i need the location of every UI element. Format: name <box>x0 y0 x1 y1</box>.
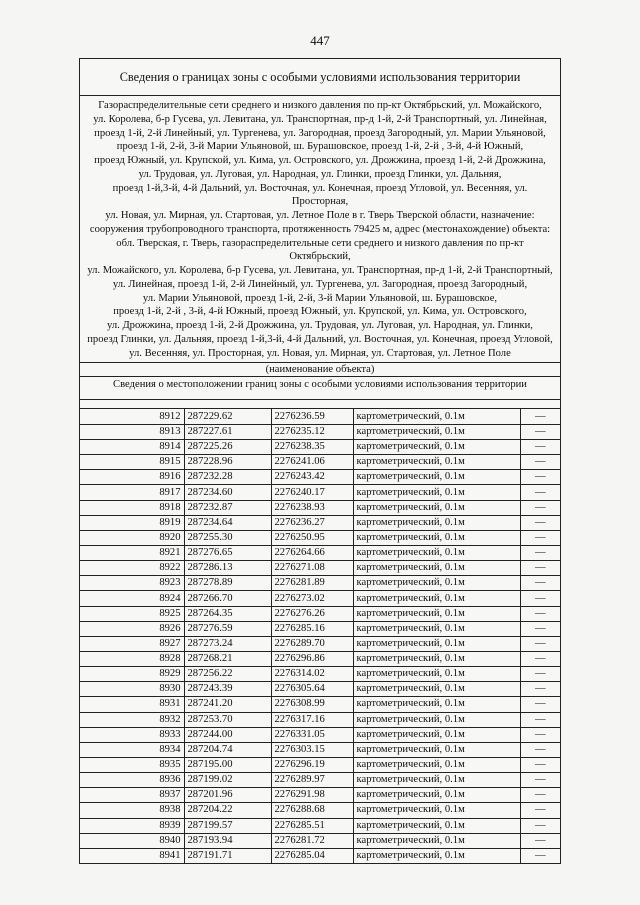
x-coordinate-cell: 287268.21 <box>184 652 271 667</box>
description-line: проезд 1-й,3-й, 4-й Дальний, ул. Восточная, ул. Конечная, проезд Угловой, ул. Весенняя, ул. Просторная, <box>112 182 528 208</box>
y-coordinate-cell: 2276236.59 <box>271 409 353 424</box>
point-number-cell: 8917 <box>80 485 184 500</box>
description-line: ул. Весенняя, ул. Просторная, ул. Новая, ул. Мирная, ул. Стартовая, ул. Летное Поле <box>129 347 511 359</box>
precision-cell: — <box>520 515 560 530</box>
point-number-cell: 8938 <box>80 803 184 818</box>
description-line: сооружения трубопроводного транспорта, протяженность 79425 м, адрес (местонахождение) объекта: <box>89 223 551 235</box>
table-row <box>80 652 560 667</box>
method-cell: картометрический, 0.1м <box>353 757 520 772</box>
precision-cell: — <box>520 606 560 621</box>
method-cell: картометрический, 0.1м <box>353 621 520 636</box>
precision-cell: — <box>520 621 560 636</box>
method-cell: картометрический, 0.1м <box>353 652 520 667</box>
method-cell: картометрический, 0.1м <box>353 606 520 621</box>
x-coordinate-cell: 287276.59 <box>184 621 271 636</box>
precision-cell: — <box>520 455 560 470</box>
table-row <box>80 515 560 530</box>
x-coordinate-cell: 287199.02 <box>184 773 271 788</box>
method-cell: картометрический, 0.1м <box>353 636 520 651</box>
point-number-cell: 8921 <box>80 546 184 561</box>
method-cell: картометрический, 0.1м <box>353 788 520 803</box>
y-coordinate-cell: 2276273.02 <box>271 591 353 606</box>
table-row <box>80 757 560 772</box>
table-row <box>80 727 560 742</box>
table-row <box>80 667 560 682</box>
x-coordinate-cell: 287256.22 <box>184 667 271 682</box>
y-coordinate-cell: 2276317.16 <box>271 712 353 727</box>
precision-cell: — <box>520 591 560 606</box>
page-number: 447 <box>310 33 330 48</box>
precision-cell: — <box>520 757 560 772</box>
precision-cell: — <box>520 667 560 682</box>
method-cell: картометрический, 0.1м <box>353 561 520 576</box>
precision-cell: — <box>520 803 560 818</box>
x-coordinate-cell: 287278.89 <box>184 576 271 591</box>
table-header-spacer <box>80 400 560 409</box>
precision-cell: — <box>520 788 560 803</box>
x-coordinate-cell: 287241.20 <box>184 697 271 712</box>
zone-boundary-form <box>79 58 561 864</box>
y-coordinate-cell: 2276285.51 <box>271 818 353 833</box>
point-number-cell: 8934 <box>80 742 184 757</box>
point-number-cell: 8937 <box>80 788 184 803</box>
point-number-cell: 8930 <box>80 682 184 697</box>
method-cell: картометрический, 0.1м <box>353 470 520 485</box>
table-row <box>80 803 560 818</box>
x-coordinate-cell: 287204.22 <box>184 803 271 818</box>
table-row <box>80 424 560 439</box>
method-cell: картометрический, 0.1м <box>353 667 520 682</box>
y-coordinate-cell: 2276285.16 <box>271 621 353 636</box>
x-coordinate-cell: 287225.26 <box>184 440 271 455</box>
precision-cell: — <box>520 500 560 515</box>
precision-cell: — <box>534 850 546 862</box>
description-line: Газораспределительные сети среднего и низкого давления по пр-кт Октябрьский, ул. Можайского, <box>98 100 542 111</box>
y-coordinate-cell: 2276289.97 <box>271 773 353 788</box>
point-number-cell: 8915 <box>80 455 184 470</box>
table-row <box>80 591 560 606</box>
y-coordinate-cell: 2276238.93 <box>271 500 353 515</box>
table-row <box>80 818 560 833</box>
precision-cell: — <box>520 727 560 742</box>
x-coordinate-cell: 287228.96 <box>184 455 271 470</box>
x-coordinate-cell: 287229.62 <box>184 409 271 424</box>
description-line: ул. Новая, ул. Мирная, ул. Стартовая, ул. Летное Поле в г. Тверь Тверской области, назначение: <box>105 210 535 221</box>
object-description <box>80 96 560 363</box>
method-cell: картометрический, 0.1м <box>353 440 520 455</box>
x-coordinate-cell: 287255.30 <box>184 530 271 545</box>
y-coordinate-cell: 2276276.26 <box>271 606 353 621</box>
precision-cell: — <box>520 561 560 576</box>
point-number-cell: 8916 <box>80 470 184 485</box>
y-coordinate-cell: 2276289.70 <box>271 636 353 651</box>
table-row <box>80 636 560 651</box>
y-coordinate-cell: 2276288.68 <box>271 803 353 818</box>
table-row <box>80 712 560 727</box>
table-row <box>80 682 560 697</box>
y-coordinate-cell: 2276281.89 <box>271 576 353 591</box>
point-number-cell: 8933 <box>80 727 184 742</box>
description-line: проезд Глинки, ул. Дальняя, проезд 1-й,3-й, 4-й Дальний, ул. Восточная, ул. Конечная, проезд Угловой, <box>87 333 553 345</box>
description-line: проезд 1-й, 2-й , 3-й, 4-й Южный, проезд Южный, ул. Крупской, ул. Кима, ул. Островского, <box>113 306 527 318</box>
method-cell: картометрический, 0.1м <box>353 530 520 545</box>
y-coordinate-cell: 2276285.04 <box>271 848 353 863</box>
y-coordinate-cell: 2276238.35 <box>271 440 353 455</box>
precision-cell: — <box>520 440 560 455</box>
y-coordinate-cell: 2276240.17 <box>271 485 353 500</box>
precision-cell: — <box>520 470 560 485</box>
point-number-cell: 8926 <box>80 621 184 636</box>
x-coordinate-cell: 287266.70 <box>184 591 271 606</box>
point-number-cell: 8941 <box>80 848 184 863</box>
precision-cell: — <box>520 712 560 727</box>
table-row <box>80 848 560 863</box>
object-name-caption: (наименование объекта) <box>80 363 560 377</box>
description-line: ул. Можайского, ул. Королева, б-р Гусева, ул. Левитана, ул. Транспортная, пр-д 1-й, 2-й Транспортный, <box>87 265 553 276</box>
method-cell: картометрический, 0.1м <box>353 409 520 424</box>
x-coordinate-cell: 287244.00 <box>184 727 271 742</box>
table-row <box>80 470 560 485</box>
x-coordinate-cell: 287264.35 <box>184 606 271 621</box>
method-cell: картометрический, 0.1м <box>353 742 520 757</box>
point-number-cell: 8929 <box>80 667 184 682</box>
method-cell: картометрический, 0.1м <box>353 773 520 788</box>
method-cell: картометрический, 0.1м <box>353 848 520 863</box>
y-coordinate-cell: 2276281.72 <box>271 833 353 848</box>
precision-cell: — <box>520 697 560 712</box>
y-coordinate-cell: 2276308.99 <box>271 697 353 712</box>
description-line: проезд 1-й, 2-й, 3-й Марии Ульяновой, ш. Бурашовское, проезд 1-й, 2-й , 3-й, 4-й Южный, <box>116 141 524 153</box>
precision-cell: — <box>520 742 560 757</box>
point-number-cell: 8922 <box>80 561 184 576</box>
precision-cell: — <box>520 424 560 439</box>
location-caption: Сведения о местоположении границ зоны с особыми условиями использования территории <box>80 377 560 400</box>
description-line: ул. Королева, б-р Гусева, ул. Левитана, ул. Транспортная, пр-д 1-й, 2-й Транспортный, ул. Линейная, <box>93 113 547 125</box>
description-line: обл. Тверская, г. Тверь, газораспределительные сети среднего и низкого давления по пр-кт Октябрьский, <box>116 237 524 263</box>
method-cell: картометрический, 0.1м <box>353 803 520 818</box>
description-line: проезд Южный, ул. Крупской, ул. Кима, ул. Островского, ул. Дрожжина, проезд 1-й, 2-й Дрожжина, <box>94 155 546 166</box>
point-number-cell: 8919 <box>80 515 184 530</box>
table-row <box>80 500 560 515</box>
point-number-cell: 8939 <box>80 818 184 833</box>
x-coordinate-cell: 287195.00 <box>184 757 271 772</box>
table-row <box>80 561 560 576</box>
x-coordinate-cell: 287227.61 <box>184 424 271 439</box>
table-row <box>80 485 560 500</box>
point-number-cell: 8913 <box>80 424 184 439</box>
point-number-cell: 8918 <box>80 500 184 515</box>
y-coordinate-cell: 2276291.98 <box>271 788 353 803</box>
table-row <box>80 440 560 455</box>
y-coordinate-cell: 2276314.02 <box>271 667 353 682</box>
method-cell: картометрический, 0.1м <box>353 485 520 500</box>
precision-cell: — <box>520 485 560 500</box>
method-cell: картометрический, 0.1м <box>353 682 520 697</box>
table-row <box>80 455 560 470</box>
description-line: проезд 1-й, 2-й Линейный, ул. Тургенева, ул. Загородная, проезд Загородный, ул. Марии Ульяновой, <box>94 127 546 139</box>
x-coordinate-cell: 287232.87 <box>184 500 271 515</box>
y-coordinate-cell: 2276236.27 <box>271 515 353 530</box>
method-cell: картометрический, 0.1м <box>353 818 520 833</box>
table-row <box>80 697 560 712</box>
method-cell: картометрический, 0.1м <box>353 546 520 561</box>
x-coordinate-cell: 287201.96 <box>184 788 271 803</box>
precision-cell: — <box>520 833 560 848</box>
point-number-cell: 8927 <box>80 636 184 651</box>
method-cell: картометрический, 0.1м <box>353 515 520 530</box>
precision-cell: — <box>520 409 560 424</box>
y-coordinate-cell: 2276271.08 <box>271 561 353 576</box>
precision-cell: — <box>520 636 560 651</box>
table-row <box>80 546 560 561</box>
y-coordinate-cell: 2276250.95 <box>271 530 353 545</box>
point-number-cell: 8935 <box>80 757 184 772</box>
y-coordinate-cell: 2276264.66 <box>271 546 353 561</box>
x-coordinate-cell: 287191.71 <box>184 848 271 863</box>
precision-cell: — <box>520 530 560 545</box>
y-coordinate-cell: 2276296.19 <box>271 757 353 772</box>
y-coordinate-cell: 2276331.05 <box>271 727 353 742</box>
table-row <box>80 788 560 803</box>
y-coordinate-cell: 2276305.64 <box>271 682 353 697</box>
x-coordinate-cell: 287243.39 <box>184 682 271 697</box>
point-number-cell: 8912 <box>80 409 184 424</box>
description-line: ул. Дрожжина, проезд 1-й, 2-й Дрожжина, ул. Трудовая, ул. Луговая, ул. Народная, ул. Глинки, <box>107 320 533 331</box>
description-line: ул. Трудовая, ул. Луговая, ул. Народная, ул. Глинки, проезд Глинки, ул. Дальняя, <box>138 168 502 180</box>
precision-cell: — <box>520 546 560 561</box>
description-line: ул. Линейная, проезд 1-й, 2-й Линейный, ул. Тургенева, ул. Загородная, проезд Загородный, <box>112 278 528 290</box>
point-number-cell: 8925 <box>80 606 184 621</box>
method-cell: картометрический, 0.1м <box>353 591 520 606</box>
precision-cell: — <box>520 576 560 591</box>
method-cell: картометрический, 0.1м <box>353 500 520 515</box>
point-number-cell: 8940 <box>80 833 184 848</box>
x-coordinate-cell: 287199.57 <box>184 818 271 833</box>
x-coordinate-cell: 287193.94 <box>184 833 271 848</box>
y-coordinate-cell: 2276303.15 <box>271 742 353 757</box>
precision-cell: — <box>520 652 560 667</box>
point-number-cell: 8928 <box>80 652 184 667</box>
table-row <box>80 606 560 621</box>
table-row <box>80 742 560 757</box>
y-coordinate-cell: 2276296.86 <box>271 652 353 667</box>
table-row <box>80 576 560 591</box>
table-row <box>80 833 560 848</box>
x-coordinate-cell: 287253.70 <box>184 712 271 727</box>
table-row <box>80 621 560 636</box>
y-coordinate-cell: 2276235.12 <box>271 424 353 439</box>
point-number-cell: 8936 <box>80 773 184 788</box>
precision-cell: — <box>520 773 560 788</box>
y-coordinate-cell: 2276243.42 <box>271 470 353 485</box>
form-title: Сведения о границах зоны с особыми условиями использования территории <box>80 59 560 96</box>
point-number-cell: 8923 <box>80 576 184 591</box>
precision-cell: — <box>520 818 560 833</box>
x-coordinate-cell: 287276.65 <box>184 546 271 561</box>
point-number-cell: 8924 <box>80 591 184 606</box>
x-coordinate-cell: 287273.24 <box>184 636 271 651</box>
precision-cell: — <box>520 682 560 697</box>
point-number-cell: 8932 <box>80 712 184 727</box>
method-cell: картометрический, 0.1м <box>353 712 520 727</box>
x-coordinate-cell: 287234.60 <box>184 485 271 500</box>
coordinates-table <box>80 409 560 863</box>
description-line: ул. Марии Ульяновой, проезд 1-й, 2-й, 3-й Марии Ульяновой, ш. Бурашовское, <box>142 292 498 304</box>
method-cell: картометрический, 0.1м <box>353 833 520 848</box>
method-cell: картометрический, 0.1м <box>353 576 520 591</box>
point-number-cell: 8920 <box>80 530 184 545</box>
table-row <box>80 530 560 545</box>
point-number-cell: 8931 <box>80 697 184 712</box>
x-coordinate-cell: 287232.28 <box>184 470 271 485</box>
x-coordinate-cell: 287234.64 <box>184 515 271 530</box>
method-cell: картометрический, 0.1м <box>353 424 520 439</box>
table-row <box>80 409 560 424</box>
method-cell: картометрический, 0.1м <box>353 455 520 470</box>
point-number-cell: 8914 <box>80 440 184 455</box>
method-cell: картометрический, 0.1м <box>353 697 520 712</box>
x-coordinate-cell: 287204.74 <box>184 742 271 757</box>
y-coordinate-cell: 2276241.06 <box>271 455 353 470</box>
method-cell: картометрический, 0.1м <box>353 727 520 742</box>
x-coordinate-cell: 287286.13 <box>184 561 271 576</box>
table-row <box>80 773 560 788</box>
